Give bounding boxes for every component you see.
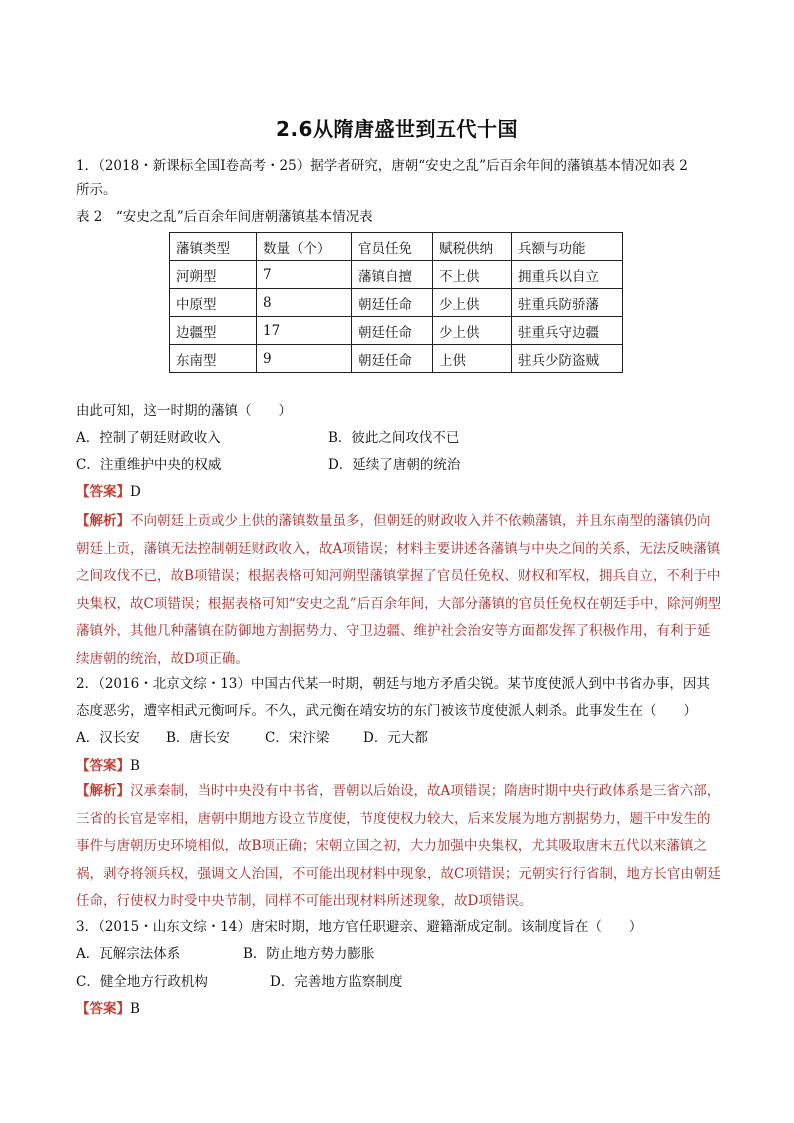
table-cell: 少上供 bbox=[433, 289, 512, 317]
q3-answer bbox=[76, 999, 140, 1019]
analysis-text: 不向朝廷上贡或少上供的藩镇数量虽多，但朝廷的财政收入并不依赖藩镇，并且东南型的藩镇仍向朝廷上贡，藩镇无法控制朝廷财政收入，故A项错误；材料主要讲述各藩镇与中央之间的关系，无法反映藩镇之间攻伐不已，故B项错误；根据表格可知河朔型藩镇掌握了官员任免权、财权和军权，拥兵自立，不利于中央集权，故C项错误；根据表格可知“安史之乱”后百余年间，大部分藩镇的官员任免权在朝廷手中，除河朔型藩镇外，其他几种藩镇在防御地方割据势力、守卫边疆、维护社会治安等方面都发挥了积极作用，有利于延续唐朝的统治，故D项正确。 bbox=[76, 513, 722, 667]
answer-value: B bbox=[130, 1001, 140, 1017]
q3-option-d: D．完善地方监察制度 bbox=[270, 974, 403, 990]
q1-option-c: C．注重维护中央的权威 bbox=[76, 457, 222, 473]
table-row bbox=[170, 345, 623, 373]
q3-option-c: C．健全地方行政机构 bbox=[76, 974, 208, 990]
table-cell: 17 bbox=[257, 317, 352, 345]
table-cell: 7 bbox=[257, 261, 352, 289]
q2-option-a: A．汉长安 bbox=[76, 730, 140, 746]
q3-option-a: A．瓦解宗法体系 bbox=[76, 946, 181, 962]
table-cell: 朝廷任命 bbox=[352, 289, 433, 317]
q1-analysis bbox=[76, 508, 722, 673]
table-cell: 驻兵少防盗贼 bbox=[512, 345, 623, 373]
q1-table bbox=[169, 232, 623, 373]
q3-option-b: B．防止地方势力膨胀 bbox=[243, 946, 375, 962]
page-title: 2.6从隋唐盛世到五代十国 bbox=[276, 117, 518, 141]
q1-option-a: A．控制了朝廷财政收入 bbox=[76, 430, 221, 446]
answer-value: B bbox=[130, 758, 140, 774]
table-header-cell: 数量（个） bbox=[257, 233, 352, 261]
q1-table-caption: 表 2 “安史之乱”后百余年间唐朝藩镇基本情况表 bbox=[76, 209, 373, 225]
q1-answer bbox=[76, 482, 141, 502]
q1-stem-line1: 1．（2018・新课标全国Ⅰ卷高考・25）据学者研究，唐朝“安史之乱”后百余年间的藩镇基本情况如表 2 bbox=[76, 158, 688, 174]
q1-stem-line2: 所示。 bbox=[76, 182, 117, 198]
table-cell: 驻重兵守边疆 bbox=[512, 317, 623, 345]
table-cell: 9 bbox=[257, 345, 352, 373]
answer-tag: 【答案】 bbox=[76, 484, 130, 500]
table-cell: 8 bbox=[257, 289, 352, 317]
table-header-cell: 官员任免 bbox=[352, 233, 433, 261]
table-cell: 河朔型 bbox=[170, 261, 257, 289]
q3-stem: 3．（2015・山东文综・14）唐宋时期，地方官任职避亲、避籍渐成定制。该制度旨在（ ） bbox=[76, 919, 643, 935]
q2-option-c: C．宋汴梁 bbox=[265, 730, 330, 746]
table-cell: 朝廷任命 bbox=[352, 317, 433, 345]
table-cell: 上供 bbox=[433, 345, 512, 373]
q2-stem-line1: 2．（2016・北京文综・13）中国古代某一时期，朝廷与地方矛盾尖锐。某节度使派人到中书省办事，因其 bbox=[76, 676, 710, 692]
table-cell: 中原型 bbox=[170, 289, 257, 317]
table-header-cell: 赋税供纳 bbox=[433, 233, 512, 261]
analysis-text: 汉承秦制，当时中央没有中书省，晋朝以后始设，故A项错误；隋唐时期中央行政体系是三省六部，三省的长官是宰相，唐朝中期地方设立节度使，节度使权力较大，后来发展为地方割据势力，题干中发生的事件与唐朝历史环境相似，故B项正确；宋朝立国之初，大力加强中央集权，尤其吸取唐末五代以来藩镇之祸，剥夺将领兵权，强调文人治国，不可能出现材料中现象，故C项错误；元朝实行行省制，地方长官由朝廷任命，行使权力时受中央节制，同样不可能出现材料所述现象，故D项错误。 bbox=[76, 783, 721, 909]
q1-option-b: B．彼此之间攻伐不已 bbox=[328, 430, 460, 446]
table-header-cell: 藩镇类型 bbox=[170, 233, 257, 261]
analysis-tag: 【解析】 bbox=[76, 513, 130, 529]
q2-option-b: B．唐长安 bbox=[166, 730, 230, 746]
table-row bbox=[170, 317, 623, 345]
q2-answer bbox=[76, 756, 140, 776]
q2-analysis bbox=[76, 778, 722, 916]
answer-tag: 【答案】 bbox=[76, 758, 130, 774]
table-cell: 边疆型 bbox=[170, 317, 257, 345]
q2-option-d: D．元大都 bbox=[363, 730, 428, 746]
table-cell: 拥重兵以自立 bbox=[512, 261, 623, 289]
table-row bbox=[170, 261, 623, 289]
analysis-tag: 【解析】 bbox=[76, 783, 130, 799]
q2-stem-line2: 态度恶劣，遭宰相武元衡呵斥。不久，武元衡在靖安坊的东门被该节度使派人刺杀。此事发生在（ ） bbox=[76, 703, 697, 719]
q1-question: 由此可知，这一时期的藩镇（ ） bbox=[76, 403, 292, 419]
table-cell: 驻重兵防骄藩 bbox=[512, 289, 623, 317]
table-cell: 不上供 bbox=[433, 261, 512, 289]
table-cell: 少上供 bbox=[433, 317, 512, 345]
answer-value: D bbox=[130, 484, 141, 500]
q1-option-d: D．延续了唐朝的统治 bbox=[328, 457, 461, 473]
table-cell: 东南型 bbox=[170, 345, 257, 373]
answer-tag: 【答案】 bbox=[76, 1001, 130, 1017]
table-header-row bbox=[170, 233, 623, 261]
table-row bbox=[170, 289, 623, 317]
table-cell: 藩镇自擅 bbox=[352, 261, 433, 289]
table-cell: 朝廷任命 bbox=[352, 345, 433, 373]
table-header-cell: 兵额与功能 bbox=[512, 233, 623, 261]
